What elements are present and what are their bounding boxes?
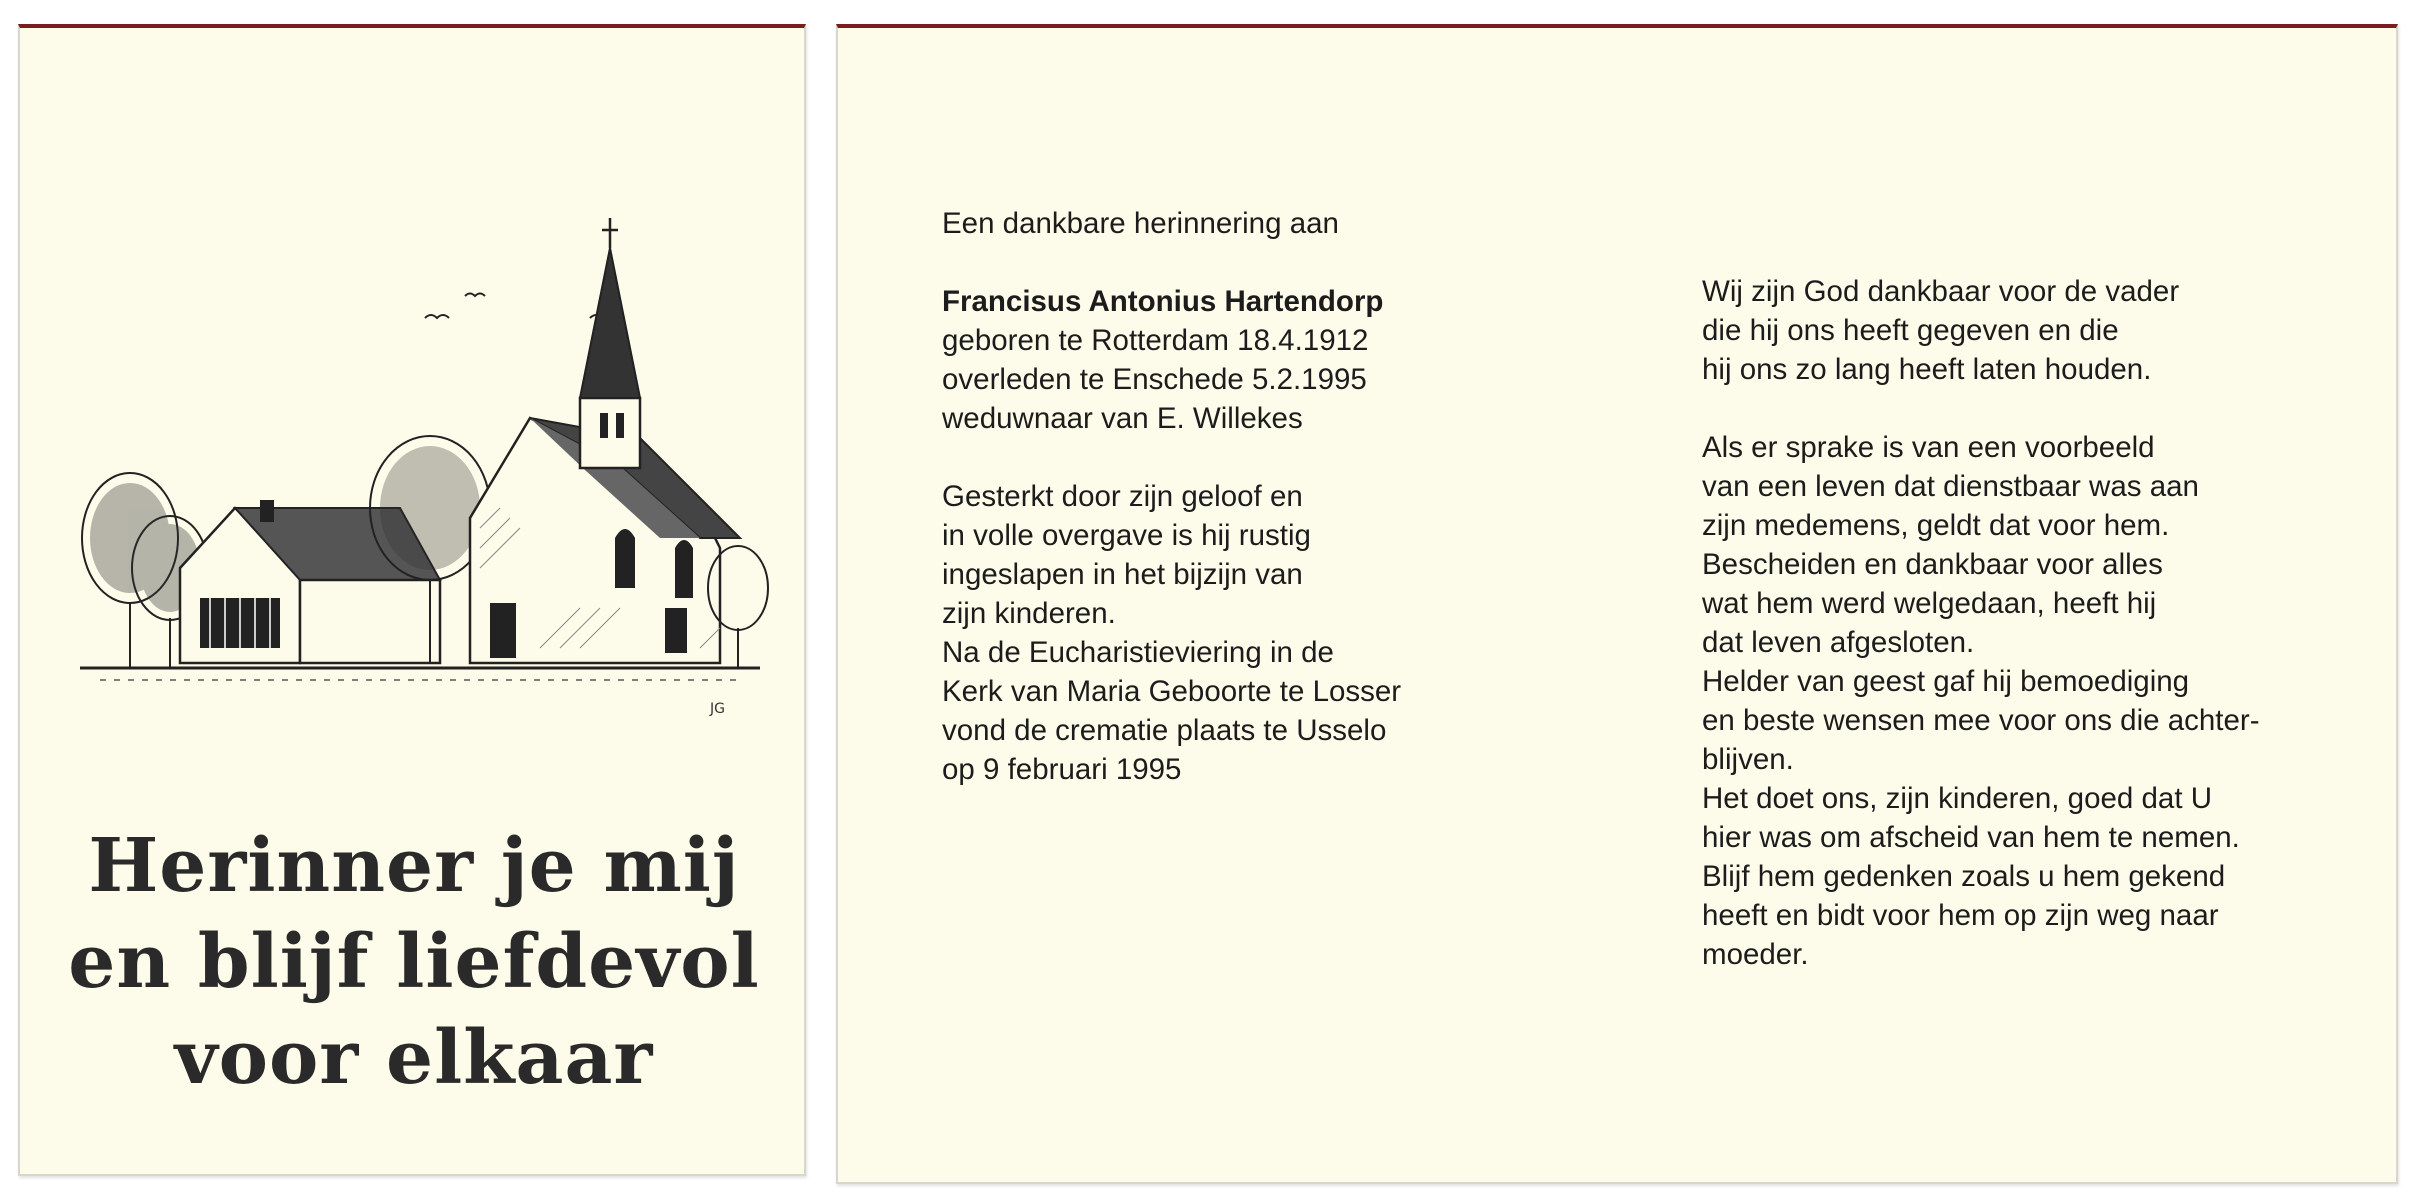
motto-heading — [20, 818, 808, 1106]
paragraph-line: op 9 februari 1995 — [942, 753, 1182, 786]
tribute-line: hier was om afscheid van hem te nemen. — [1702, 821, 2240, 854]
motto-line-1: Herinner je mij — [88, 823, 740, 909]
widower-line: weduwnaar van E. Willekes — [942, 402, 1303, 435]
tribute-line: Als er sprake is van een voorbeeld — [1702, 431, 2155, 464]
paragraph-line: Kerk van Maria Geboorte te Losser — [942, 675, 1402, 708]
tribute-line: blijven. — [1702, 743, 1794, 776]
inside-card — [836, 24, 2398, 1184]
deceased-name: Francisus Antonius Hartendorp — [942, 285, 1384, 318]
tribute-line: zijn medemens, geldt dat voor hem. — [1702, 509, 2170, 542]
front-card — [18, 24, 806, 1176]
tribute-line: en beste wensen mee voor ons die achter- — [1702, 704, 2260, 737]
tribute-line: wat hem werd welgedaan, heeft hij — [1702, 587, 2157, 620]
tribute-line: Helder van geest gaf hij bemoediging — [1702, 665, 2190, 698]
tribute-line: Bescheiden en dankbaar voor alles — [1702, 548, 2163, 581]
paragraph-line: vond de crematie plaats te Usselo — [942, 714, 1387, 747]
memorial-details — [942, 204, 1582, 789]
tribute-line: moeder. — [1702, 938, 1809, 971]
tribute-line: Blijf hem gedenken zoals u hem gekend — [1702, 860, 2226, 893]
tribute-line: Wij zijn God dankbaar voor de vader — [1702, 275, 2180, 308]
birth-line: geboren te Rotterdam 18.4.1912 — [942, 324, 1369, 357]
tribute-line: dat leven afgesloten. — [1702, 626, 1975, 659]
tribute-line: van een leven dat dienstbaar was aan — [1702, 470, 2199, 503]
paragraph-line: Na de Eucharistieviering in de — [942, 636, 1334, 669]
tribute-line: heeft en bidt voor hem op zijn weg naar — [1702, 899, 2219, 932]
death-line: overleden te Enschede 5.2.1995 — [942, 363, 1367, 396]
tribute-line: hij ons zo lang heeft laten houden. — [1702, 353, 2152, 386]
paragraph-line: ingeslapen in het bijzijn van — [942, 558, 1303, 591]
motto-line-2: en blijf liefdevol — [68, 919, 760, 1005]
tribute-line: Het doet ons, zijn kinderen, goed dat U — [1702, 782, 2213, 815]
tribute-text — [1702, 272, 2362, 974]
paragraph-line: in volle overgave is hij rustig — [942, 519, 1311, 552]
paragraph-line: Gesterkt door zijn geloof en — [942, 480, 1303, 513]
motto-line-3: voor elkaar — [174, 1015, 654, 1101]
svg-text:JG: JG — [710, 701, 725, 717]
paragraph-line: zijn kinderen. — [942, 597, 1116, 630]
intro-text: Een dankbare herinnering aan — [942, 207, 1339, 240]
church-illustration — [60, 208, 780, 728]
tribute-line: die hij ons heeft gegeven en die — [1702, 314, 2119, 347]
